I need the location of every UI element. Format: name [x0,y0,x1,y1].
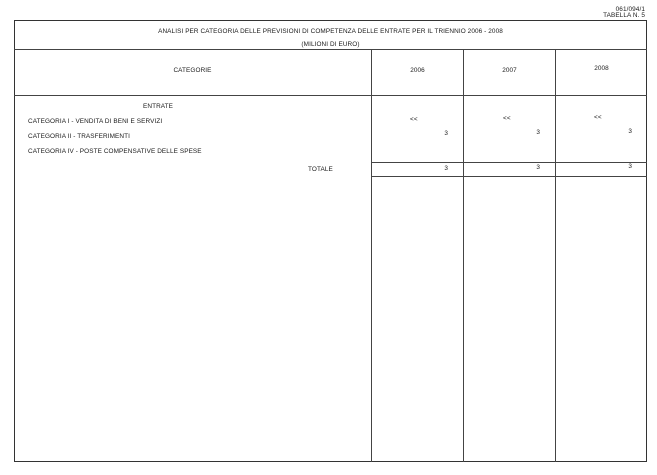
row-label-categoria-4: CATEGORIA IV - POSTE COMPENSATIVE DELLE SPESE [28,148,202,155]
table-frame [14,20,647,462]
column-header-categorie: CATEGORIE [173,67,212,74]
column-header-divider [14,95,647,96]
column-separator-2008 [555,49,556,462]
header-divider [14,49,647,50]
total-value-2008: 3 [628,163,632,170]
column-header-2007: 2007 [502,67,517,74]
section-title-entrate: ENTRATE [143,103,174,110]
row-value-categoria-1-2007: << [503,115,511,122]
document-reference: 061/094/1 [615,6,645,13]
table-subtitle: (MILIONI DI EURO) [301,41,360,48]
total-label: TOTALE [308,166,333,173]
table-title: ANALISI PER CATEGORIA DELLE PREVISIONI DI COMPETENZA DELLE ENTRATE PER IL TRIENNIO 2006 - 2008 [158,28,503,35]
column-header-2006: 2006 [410,67,425,74]
row-value-categoria-2-2006: 3 [444,130,448,137]
row-value-categoria-2-2008: 3 [628,128,632,135]
column-header-2008: 2008 [594,65,609,72]
row-value-categoria-1-2006: << [410,116,418,123]
total-value-2006: 3 [444,165,448,172]
table-label: TABELLA N. 5 [603,12,645,19]
column-separator-2007 [463,49,464,462]
total-value-2007: 3 [536,164,540,171]
row-value-categoria-2-2007: 3 [536,129,540,136]
row-label-categoria-1: CATEGORIA I - VENDITA DI BENI E SERVIZI [28,118,163,125]
row-value-categoria-1-2008: << [594,114,602,121]
row-label-categoria-2: CATEGORIA II - TRASFERIMENTI [28,133,130,140]
total-bottom-rule [372,176,647,177]
column-separator-2006 [371,49,372,462]
